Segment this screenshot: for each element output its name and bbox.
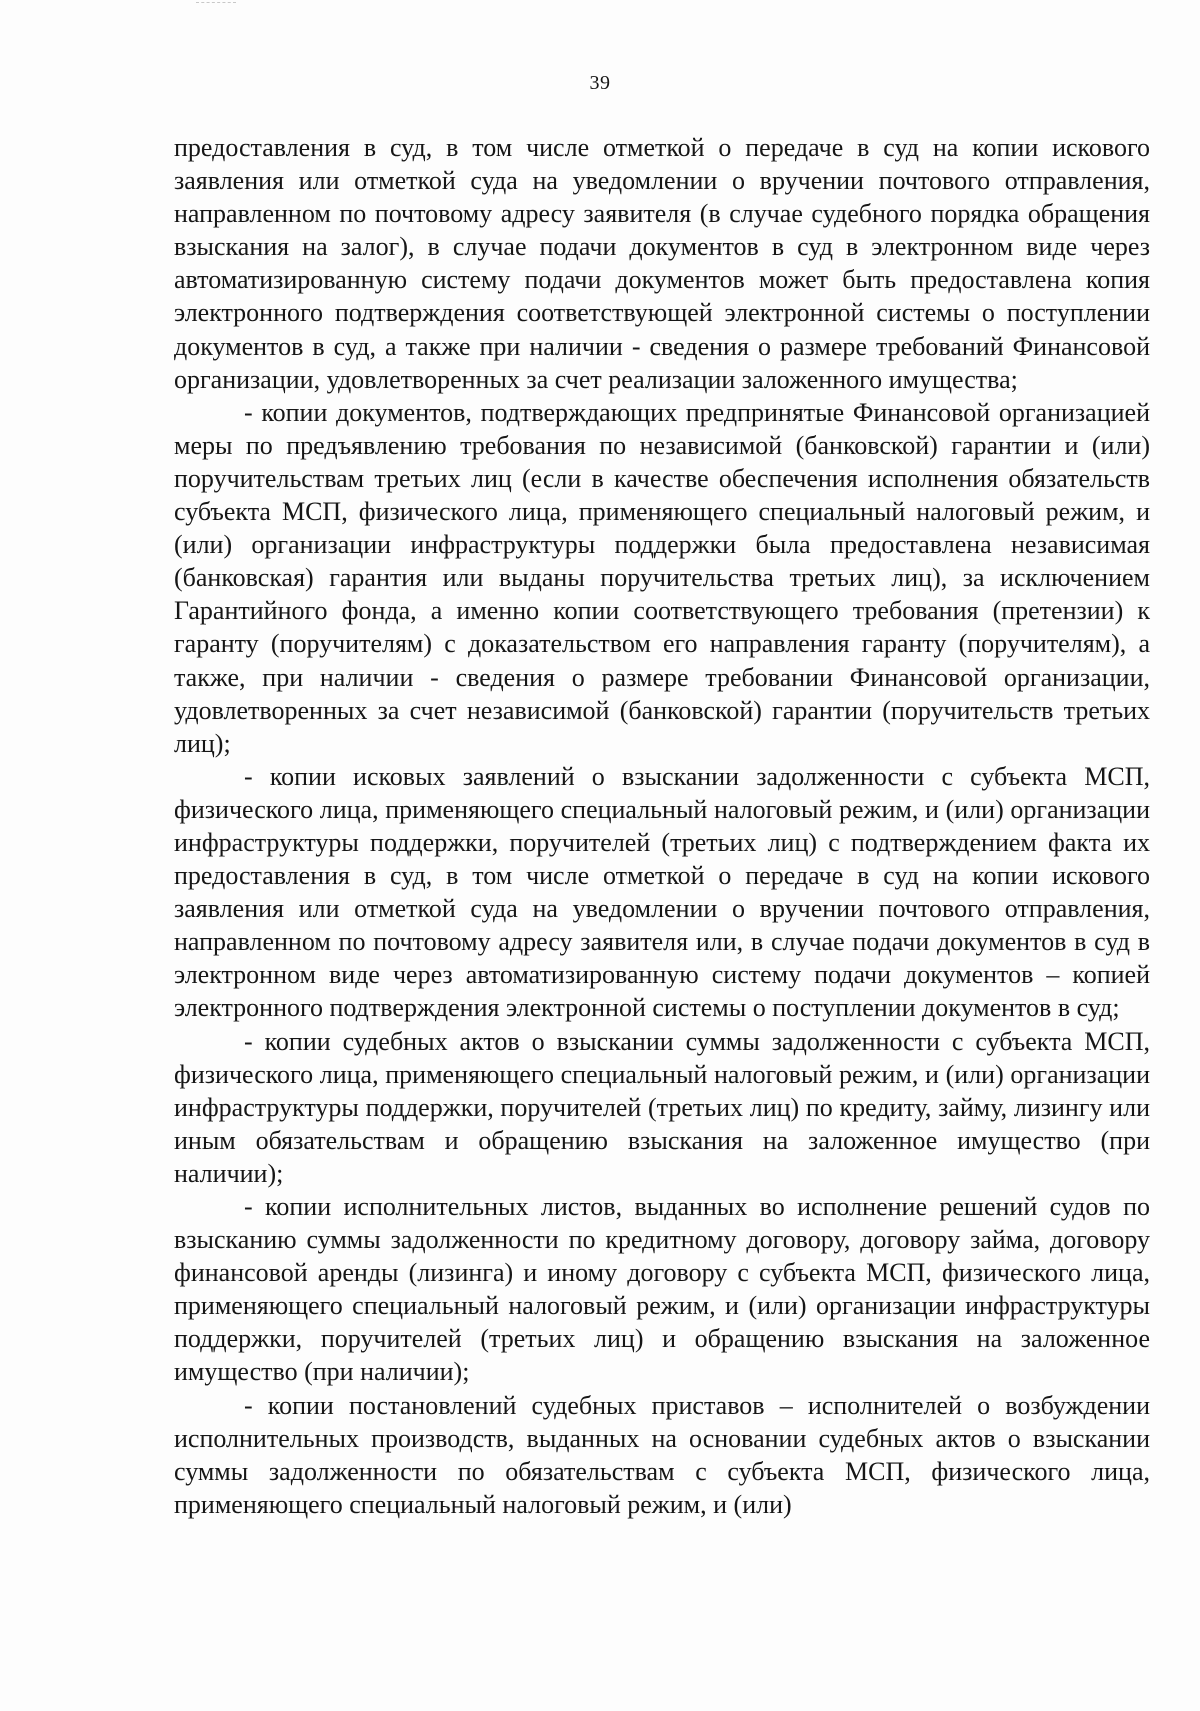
paragraph-2: - копии документов, подтверждающих предпринятые Финансовой организацией меры по предъявлению требования по независимой (банковской) гарантии и (или) поручительствам третьих лиц (если в качестве обеспечения исполнения обязательств субъекта МСП, физического лица, применяющего специальный налоговый режим, и (или) организации инфраструктуры поддержки была предоставлена независимая (банковская) гарантия или выданы поручительства третьих лиц), за исключением Гарантийного фонда, а именно копии соответствующего требования (претензии) к гаранту (поручителям) с доказательством его направления гаранту (поручителям), а также, при наличии - сведения о размере требовании Финансовой организации, удовлетворенных за счет независимой (банковской) гарантии (поручительств третьих лиц); <box>174 397 1150 758</box>
document-body <box>174 131 1150 1521</box>
paragraph-3: - копии исковых заявлений о взыскании задолженности с субъекта МСП, физического лица, применяющего специальный налоговый режим, и (или) организации инфраструктуры поддержки, поручителей (третьих лиц) с подтверждением факта их предоставления в суд, в том числе отметкой о передаче в суд на копии искового заявления или отметкой суда на уведомлении о вручении почтового отправления, направленном по почтовому адресу заявителя или, в случае подачи документов в суд в электронном виде через автоматизированную систему подачи документов – копией электронного подтверждения электронной системы о поступлении документов в суд; <box>174 761 1150 1023</box>
paragraph-1: предоставления в суд, в том числе отметкой о передаче в суд на копии искового заявления или отметкой суда на уведомлении о вручении почтового отправления, направленном по почтовому адресу заявителя (в случае судебного порядка обращения взыскания на залог), в случае подачи документов в суд в электронном виде через автоматизированную систему подачи документов может быть предоставлена копия электронного подтверждения соответствующей электронной системы о поступлении документов в суд, а также при наличии - сведения о размере требований Финансовой организации, удовлетворенных за счет реализации заложенного имущества; <box>174 133 1150 394</box>
scan-artifact <box>196 2 236 4</box>
paragraph-4: - копии судебных актов о взыскании суммы задолженности с субъекта МСП, физического лица, применяющего специальный налоговый режим, и (или) организации инфраструктуры поддержки, поручителей (третьих лиц) по кредиту, займу, лизингу или иным обязательствам и обращению взыскания на заложенное имущество (при наличии); <box>174 1026 1150 1188</box>
page-number: 39 <box>589 72 611 94</box>
paragraph-6: - копии постановлений судебных приставов – исполнителей о возбуждении исполнительных производств, выданных на основании судебных актов о взыскании суммы задолженности по обязательствам с субъекта МСП, физического лица, применяющего специальный налоговый режим, и (или) <box>174 1390 1150 1519</box>
paragraph-5: - копии исполнительных листов, выданных во исполнение решений судов по взысканию суммы задолженности по кредитному договору, договору займа, договору финансовой аренды (лизинга) и иному договору с субъекта МСП, физического лица, применяющего специальный налоговый режим, и (или) организации инфраструктуры поддержки, поручителей (третьих лиц) и обращению взыскания на заложенное имущество (при наличии); <box>174 1192 1150 1387</box>
